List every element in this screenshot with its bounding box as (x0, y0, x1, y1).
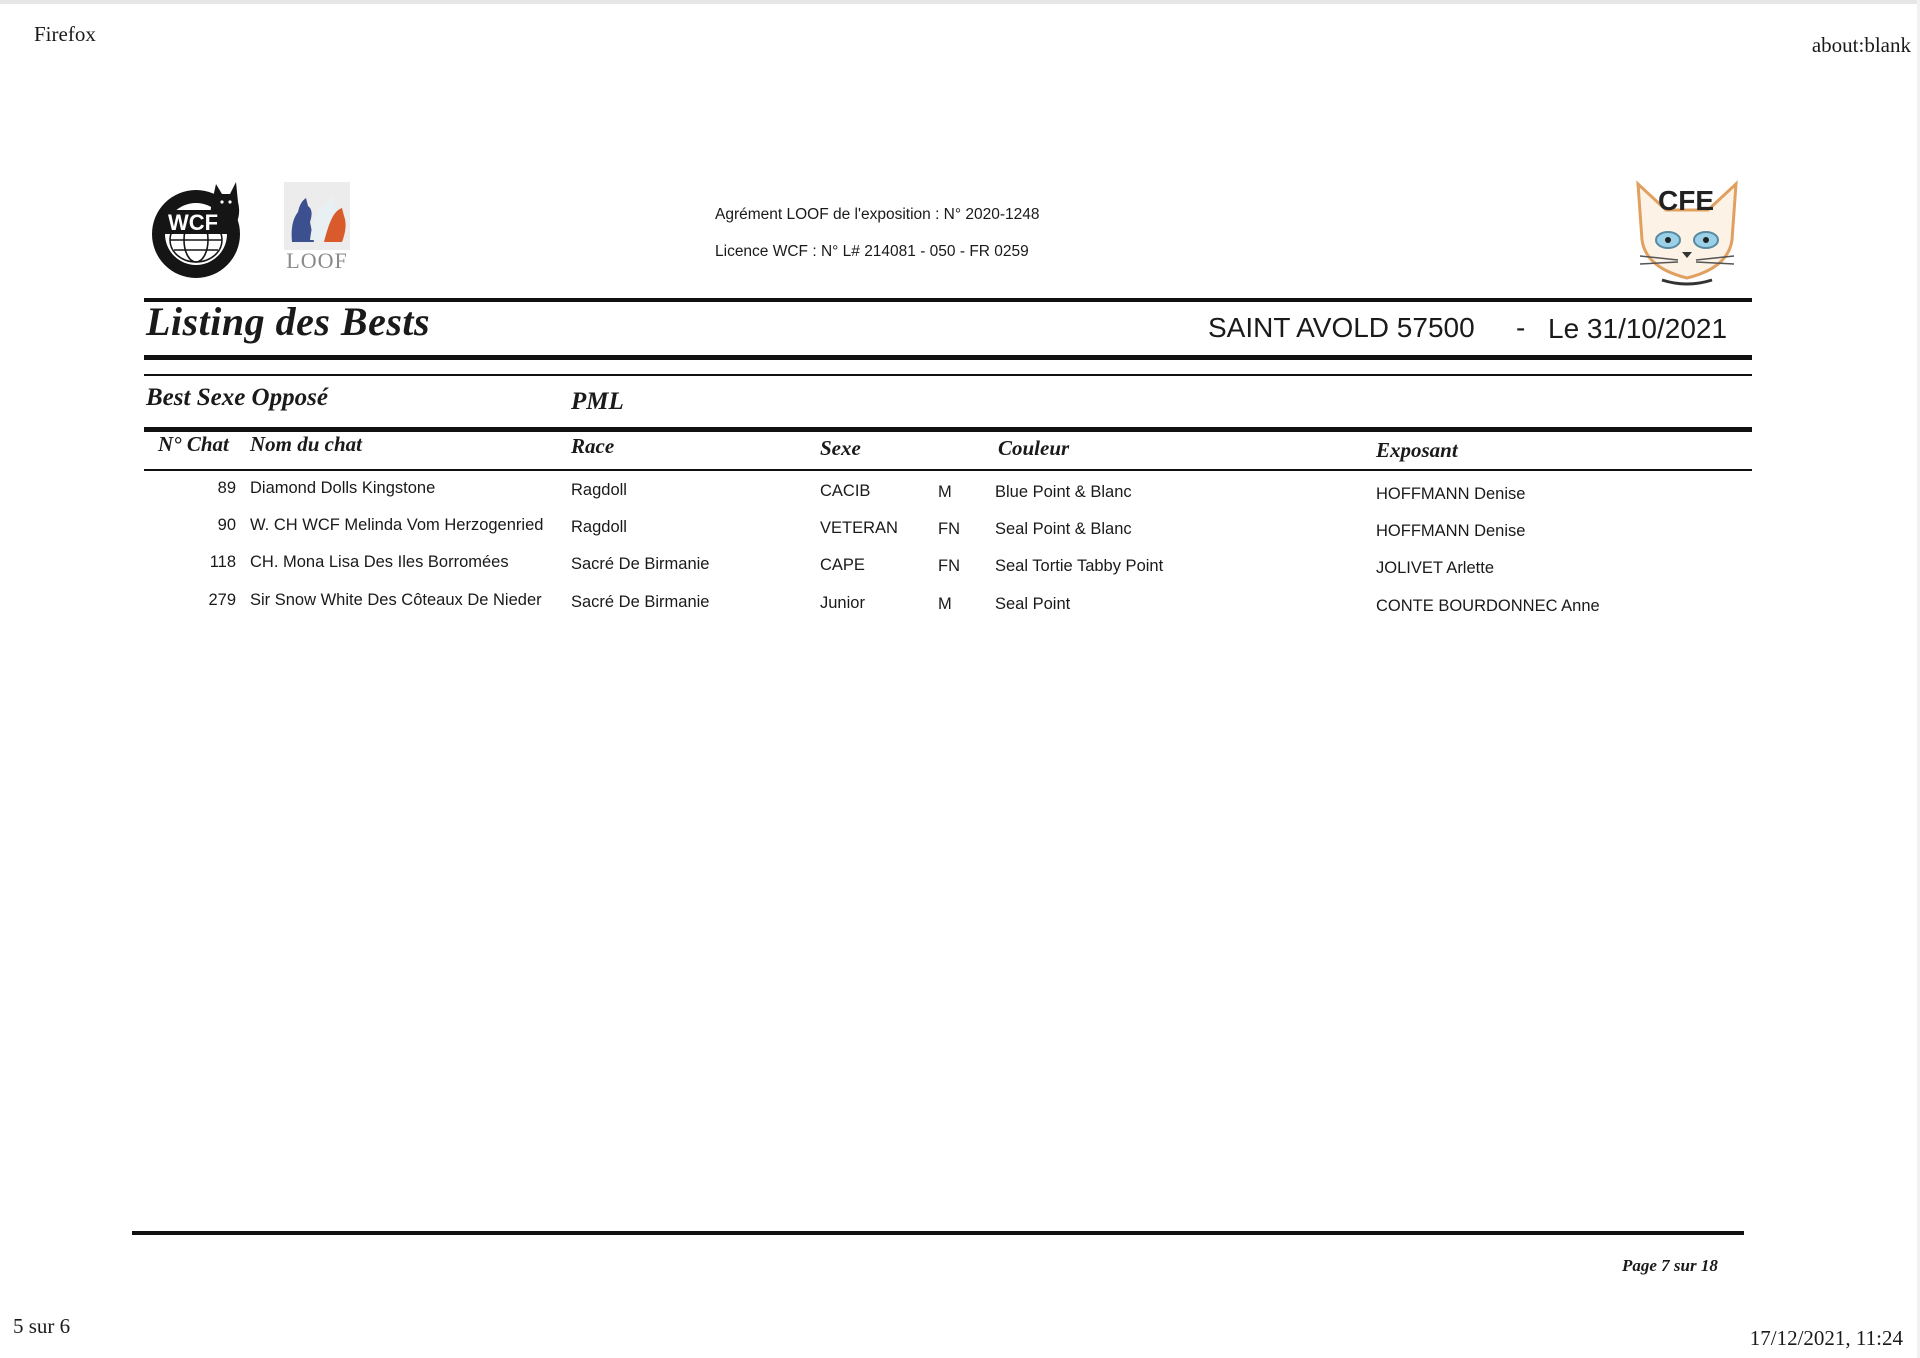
cell-classe: VETERAN (820, 519, 898, 537)
cell-exposant: HOFFMANN Denise (1376, 485, 1526, 503)
cell-num: 89 (217, 479, 236, 497)
loof-logo-text: LOOF (286, 248, 348, 273)
print-header-url: about:blank (1811, 33, 1911, 57)
cfe-logo-text: CFE (1658, 185, 1714, 216)
wcf-logo (146, 178, 250, 282)
section-code: PML (571, 388, 624, 415)
event-separator: - (1516, 312, 1526, 343)
cell-couleur: Seal Tortie Tabby Point (995, 557, 1164, 575)
cell-sexe: FN (938, 520, 960, 538)
header-underline-rule (144, 469, 1752, 471)
cell-name: Diamond Dolls Kingstone (250, 479, 436, 497)
licence-wcf: Licence WCF : N° L# 214081 - 050 - FR 0259 (715, 243, 1029, 260)
col-header-sexe: Sexe (820, 436, 861, 460)
event-place: SAINT AVOLD 57500 (1208, 312, 1475, 343)
cell-name: Sir Snow White Des Côteaux De Nieder (250, 591, 542, 609)
cell-exposant: HOFFMANN Denise (1376, 522, 1526, 540)
col-header-num: N° Chat (158, 432, 229, 456)
cell-race: Ragdoll (571, 518, 627, 536)
section-rule (144, 427, 1752, 432)
cell-num: 90 (217, 516, 236, 534)
cell-num: 118 (209, 553, 236, 571)
cell-couleur: Seal Point (995, 595, 1071, 613)
cell-sexe: M (938, 595, 952, 613)
print-footer-timestamp: 17/12/2021, 11:24 (1749, 1326, 1903, 1350)
cell-sexe: FN (938, 557, 960, 575)
print-footer-page-count: 5 sur 6 (13, 1314, 71, 1338)
cfe-logo (1632, 180, 1742, 292)
scan-edge-top (0, 0, 1920, 4)
cell-race: Sacré De Birmanie (571, 555, 710, 573)
title-bottom-rule-thick (144, 355, 1752, 360)
print-header-browser: Firefox (34, 22, 96, 46)
title-bottom-rule-thin (144, 374, 1752, 376)
cell-couleur: Blue Point & Blanc (995, 483, 1132, 501)
col-header-name: Nom du chat (250, 432, 363, 456)
cell-num: 279 (208, 591, 236, 609)
section-title: Best Sexe Opposé (146, 384, 328, 411)
cell-classe: CAPE (820, 556, 865, 574)
wcf-logo-text: WCF (167, 210, 219, 235)
agrement-loof: Agrément LOOF de l'exposition : N° 2020-1248 (715, 206, 1040, 223)
col-header-couleur: Couleur (998, 436, 1070, 460)
cell-classe: CACIB (820, 482, 871, 500)
cell-race: Ragdoll (571, 481, 627, 499)
page-number: Page 7 sur 18 (1622, 1256, 1718, 1275)
footer-rule (132, 1231, 1744, 1235)
event-date: Le 31/10/2021 (1548, 313, 1728, 344)
cell-exposant: JOLIVET Arlette (1376, 559, 1494, 577)
col-header-race: Race (571, 434, 615, 458)
cell-sexe: M (938, 483, 952, 501)
cell-exposant: CONTE BOURDONNEC Anne (1376, 597, 1600, 615)
loof-logo (280, 182, 354, 278)
col-header-exposant: Exposant (1376, 438, 1458, 462)
cell-race: Sacré De Birmanie (571, 593, 710, 611)
cell-classe: Junior (820, 594, 865, 612)
cell-name: W. CH WCF Melinda Vom Herzogenried (250, 516, 544, 534)
document-title: Listing des Bests (146, 299, 431, 344)
cell-couleur: Seal Point & Blanc (995, 520, 1132, 538)
cell-name: CH. Mona Lisa Des Iles Borromées (250, 553, 509, 571)
